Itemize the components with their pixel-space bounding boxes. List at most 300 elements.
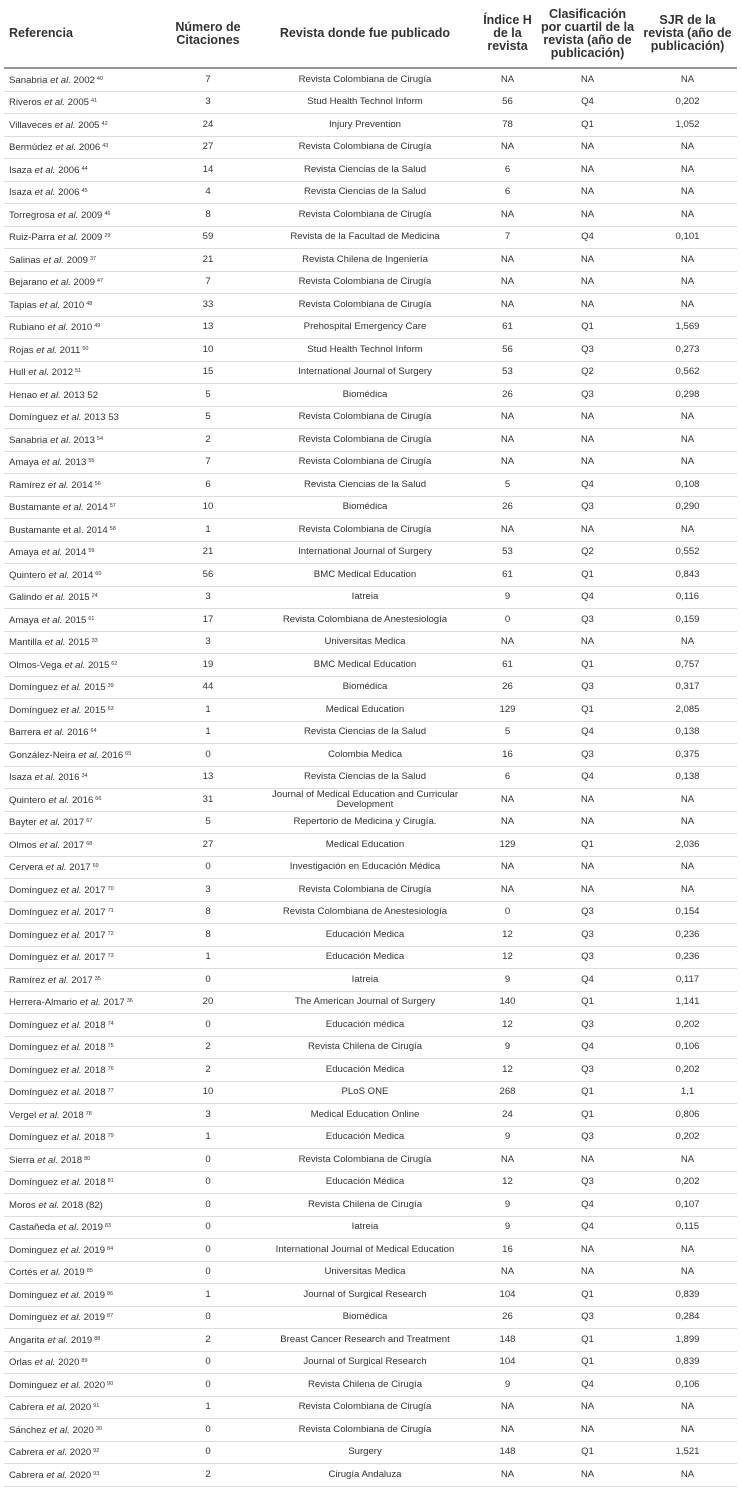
table-row bbox=[4, 1419, 737, 1442]
reference-et-al: et al. bbox=[41, 547, 63, 559]
reference-author: Cabrera bbox=[9, 1469, 47, 1481]
reference-year: 2018 bbox=[58, 1154, 83, 1166]
table-row bbox=[4, 68, 737, 91]
cell-reference bbox=[4, 1216, 164, 1239]
cell-citations: 5 bbox=[164, 406, 252, 429]
cell-sjr: 2,085 bbox=[638, 699, 737, 722]
reference-et-al: et al. bbox=[60, 704, 82, 716]
cell-quartile: Q1 bbox=[537, 1081, 638, 1104]
reference-author: Salinas bbox=[9, 254, 44, 266]
reference-author: Tapias bbox=[9, 299, 40, 311]
reference-et-al: et al. bbox=[39, 299, 61, 311]
cell-citations: 56 bbox=[164, 564, 252, 587]
reference-year: 2020 bbox=[67, 1402, 92, 1414]
table-row bbox=[4, 1014, 737, 1037]
reference-et-al: et al. bbox=[60, 929, 82, 941]
reference-et-al: et al. bbox=[28, 367, 50, 379]
cell-reference bbox=[4, 1306, 164, 1329]
reference-number: 80 bbox=[84, 1155, 91, 1162]
cell-sjr: 0,117 bbox=[638, 969, 737, 992]
cell-reference bbox=[4, 474, 164, 497]
cell-quartile: Q4 bbox=[537, 1194, 638, 1217]
cell-sjr: 0,115 bbox=[638, 1216, 737, 1239]
cell-quartile: Q3 bbox=[537, 384, 638, 407]
reference-author: Domínguez bbox=[9, 907, 61, 919]
reference-author: Isaza bbox=[9, 772, 35, 784]
header-sjr: SJR de la revista (año de publicación) bbox=[638, 0, 737, 68]
cell-journal: Universitas Medica bbox=[252, 631, 478, 654]
cell-sjr: NA bbox=[638, 294, 737, 317]
reference-author: Moros bbox=[9, 1199, 39, 1211]
reference-year: 2018 bbox=[59, 1109, 84, 1121]
cell-citations: 27 bbox=[164, 136, 252, 159]
cell-journal: Iatreia bbox=[252, 1216, 478, 1239]
cell-quartile: Q4 bbox=[537, 1216, 638, 1239]
table-row bbox=[4, 451, 737, 474]
cell-reference bbox=[4, 1036, 164, 1059]
reference-number: 73 bbox=[107, 953, 114, 960]
cell-journal: Revista Colombiana de Cirugía bbox=[252, 1396, 478, 1419]
cell-sjr: 1,521 bbox=[638, 1441, 737, 1464]
cell-citations: 14 bbox=[164, 159, 252, 182]
cell-journal: Revista Colombiana de Cirugía bbox=[252, 879, 478, 902]
cell-sjr: NA bbox=[638, 856, 737, 879]
cell-h-index: 61 bbox=[478, 654, 537, 677]
cell-citations: 20 bbox=[164, 991, 252, 1014]
table-row bbox=[4, 1081, 737, 1104]
table-row bbox=[4, 136, 737, 159]
cell-citations: 15 bbox=[164, 361, 252, 384]
cell-sjr: NA bbox=[638, 406, 737, 429]
cell-sjr: NA bbox=[638, 136, 737, 159]
table-row bbox=[4, 834, 737, 857]
cell-sjr: NA bbox=[638, 68, 737, 91]
reference-year: 2016 bbox=[69, 794, 94, 806]
reference-year: 2013 bbox=[62, 457, 87, 469]
reference-author: Galindo bbox=[9, 592, 45, 604]
cell-quartile: NA bbox=[537, 1419, 638, 1442]
cell-sjr: 0,839 bbox=[638, 1351, 737, 1374]
reference-number: 74 bbox=[107, 1020, 114, 1027]
cell-h-index: NA bbox=[478, 204, 537, 227]
reference-et-al: et al. bbox=[60, 1087, 82, 1099]
reference-number: 47 bbox=[96, 278, 104, 285]
cell-sjr: 1,569 bbox=[638, 316, 737, 339]
reference-number: 35 bbox=[94, 975, 101, 982]
cell-sjr: 0,757 bbox=[638, 654, 737, 677]
table-row bbox=[4, 1036, 737, 1059]
table-row bbox=[4, 676, 737, 699]
table-row bbox=[4, 654, 737, 677]
cell-reference bbox=[4, 1419, 164, 1442]
cell-citations: 0 bbox=[164, 1149, 252, 1172]
reference-number: 67 bbox=[86, 818, 93, 825]
cell-journal: Biomédica bbox=[252, 1306, 478, 1329]
cell-h-index: 6 bbox=[478, 181, 537, 204]
reference-et-al: et al. bbox=[60, 1042, 82, 1054]
cell-citations: 27 bbox=[164, 834, 252, 857]
cell-journal: Revista Colombiana de Cirugía bbox=[252, 68, 478, 91]
reference-author: Orlas bbox=[9, 1357, 35, 1369]
reference-number: 64 bbox=[90, 728, 97, 735]
reference-author: Amaya bbox=[9, 614, 42, 626]
reference-year: 2019 bbox=[60, 1267, 85, 1279]
cell-quartile: Q4 bbox=[537, 1374, 638, 1397]
cell-h-index: 24 bbox=[478, 1104, 537, 1127]
reference-author: González-Neira bbox=[9, 749, 79, 761]
reference-year: 2005 bbox=[75, 119, 100, 131]
cell-h-index: 12 bbox=[478, 924, 537, 947]
cell-h-index: NA bbox=[478, 249, 537, 272]
reference-author: Domínguez bbox=[9, 412, 61, 424]
cell-citations: 59 bbox=[164, 226, 252, 249]
reference-number: 44 bbox=[81, 165, 88, 172]
reference-author: Sánchez bbox=[9, 1424, 50, 1436]
cell-quartile: NA bbox=[537, 1464, 638, 1487]
cell-reference bbox=[4, 406, 164, 429]
cell-journal: Revista Ciencias de la Salud bbox=[252, 159, 478, 182]
cell-sjr: NA bbox=[638, 631, 737, 654]
table-row bbox=[4, 91, 737, 114]
reference-number: 30 bbox=[95, 1425, 102, 1432]
table-header bbox=[4, 0, 737, 68]
cell-journal: Revista Chilena de Ingeniería bbox=[252, 249, 478, 272]
cell-reference bbox=[4, 1239, 164, 1262]
reference-number: 46 bbox=[104, 210, 111, 217]
reference-year: 2015 bbox=[65, 637, 90, 649]
cell-reference bbox=[4, 496, 164, 519]
cell-sjr: 0,552 bbox=[638, 541, 737, 564]
reference-number: 40 bbox=[96, 75, 104, 82]
cell-citations: 1 bbox=[164, 699, 252, 722]
cell-reference bbox=[4, 204, 164, 227]
reference-number: 57 bbox=[109, 503, 116, 510]
cell-sjr: 0,273 bbox=[638, 339, 737, 362]
reference-year: 2009 bbox=[78, 209, 103, 221]
cell-h-index: NA bbox=[478, 271, 537, 294]
reference-year: 2015 bbox=[81, 704, 106, 716]
cell-journal: Revista Ciencias de la Salud bbox=[252, 181, 478, 204]
cell-reference bbox=[4, 249, 164, 272]
reference-et-al: et al. bbox=[78, 749, 100, 761]
cell-journal: Educación Medica bbox=[252, 924, 478, 947]
cell-h-index: 0 bbox=[478, 901, 537, 924]
cell-citations: 2 bbox=[164, 1059, 252, 1082]
cell-sjr: 0,159 bbox=[638, 609, 737, 632]
cell-quartile: NA bbox=[537, 136, 638, 159]
cell-reference bbox=[4, 699, 164, 722]
cell-h-index: 140 bbox=[478, 991, 537, 1014]
reference-et-al: et al. bbox=[36, 344, 58, 356]
reference-author: Bejarano bbox=[9, 277, 51, 289]
cell-sjr: 0,202 bbox=[638, 1171, 737, 1194]
cell-reference bbox=[4, 721, 164, 744]
cell-quartile: Q4 bbox=[537, 1036, 638, 1059]
cell-h-index: 104 bbox=[478, 1351, 537, 1374]
reference-et-al: et al. bbox=[60, 1312, 82, 1324]
reference-number: 48 bbox=[86, 300, 93, 307]
cell-quartile: Q3 bbox=[537, 1306, 638, 1329]
cell-citations: 0 bbox=[164, 1306, 252, 1329]
table-row bbox=[4, 406, 737, 429]
cell-journal: Prehospital Emergency Care bbox=[252, 316, 478, 339]
cell-citations: 0 bbox=[164, 969, 252, 992]
cell-h-index: 9 bbox=[478, 1216, 537, 1239]
cell-journal: Revista Colombiana de Cirugía bbox=[252, 271, 478, 294]
cell-reference bbox=[4, 384, 164, 407]
table-row bbox=[4, 1171, 737, 1194]
reference-year: 2015 bbox=[65, 592, 90, 604]
cell-quartile: NA bbox=[537, 1239, 638, 1262]
cell-journal: Biomédica bbox=[252, 384, 478, 407]
cell-journal: Revista Colombiana de Cirugía bbox=[252, 204, 478, 227]
cell-citations: 3 bbox=[164, 586, 252, 609]
cell-journal: Medical Education bbox=[252, 834, 478, 857]
reference-year: 2013 52 bbox=[60, 389, 99, 401]
cell-journal: BMC Medical Education bbox=[252, 564, 478, 587]
table-row bbox=[4, 1329, 737, 1352]
cell-quartile: NA bbox=[537, 879, 638, 902]
cell-quartile: Q1 bbox=[537, 1329, 638, 1352]
reference-author: Domínguez bbox=[9, 929, 61, 941]
cell-quartile: Q1 bbox=[537, 1104, 638, 1127]
cell-sjr: 0,562 bbox=[638, 361, 737, 384]
table-row bbox=[4, 766, 737, 789]
cell-journal: Journal of Medical Education and Curricular Development bbox=[252, 789, 478, 812]
cell-quartile: Q1 bbox=[537, 699, 638, 722]
cell-sjr: 0,839 bbox=[638, 1284, 737, 1307]
reference-year: 2017 bbox=[81, 907, 106, 919]
cell-h-index: 6 bbox=[478, 159, 537, 182]
reference-year: 2018 bbox=[81, 1042, 106, 1054]
reference-author: Domínguez bbox=[9, 1132, 61, 1144]
cell-sjr: 0,107 bbox=[638, 1194, 737, 1217]
table-row bbox=[4, 384, 737, 407]
cell-reference bbox=[4, 1059, 164, 1082]
cell-quartile: Q3 bbox=[537, 1126, 638, 1149]
cell-journal: Universitas Medica bbox=[252, 1261, 478, 1284]
cell-journal: Iatreia bbox=[252, 586, 478, 609]
cell-sjr: NA bbox=[638, 159, 737, 182]
cell-h-index: NA bbox=[478, 451, 537, 474]
cell-journal: Investigación en Educación Médica bbox=[252, 856, 478, 879]
reference-author: Vergel bbox=[9, 1109, 39, 1121]
reference-author: Hull bbox=[9, 367, 29, 379]
cell-reference bbox=[4, 631, 164, 654]
reference-et-al: et al. bbox=[58, 1222, 79, 1234]
cell-sjr: 0,236 bbox=[638, 924, 737, 947]
cell-journal: International Journal of Surgery bbox=[252, 541, 478, 564]
cell-journal: Colombia Medica bbox=[252, 744, 478, 767]
cell-sjr: NA bbox=[638, 1419, 737, 1442]
reference-number: 61 bbox=[88, 615, 95, 622]
cell-reference bbox=[4, 159, 164, 182]
cell-journal: Revista Ciencias de la Salud bbox=[252, 721, 478, 744]
cell-h-index: 6 bbox=[478, 766, 537, 789]
reference-et-al: et al. bbox=[45, 862, 67, 874]
table-row bbox=[4, 811, 737, 834]
reference-author: Olmos bbox=[9, 839, 40, 851]
reference-year: 2019 bbox=[78, 1222, 103, 1234]
reference-et-al: et al. bbox=[50, 277, 71, 289]
reference-year: 2015 bbox=[81, 682, 106, 694]
cell-citations: 21 bbox=[164, 541, 252, 564]
reference-et-al: et al. bbox=[46, 1469, 68, 1481]
reference-author: Rubiano bbox=[9, 322, 48, 334]
cell-quartile: Q3 bbox=[537, 496, 638, 519]
cell-h-index: 56 bbox=[478, 91, 537, 114]
reference-et-al: et al. bbox=[39, 839, 61, 851]
reference-number: 87 bbox=[107, 1313, 114, 1320]
reference-et-al: et al. bbox=[60, 682, 82, 694]
reference-author: Ramírez bbox=[9, 479, 48, 491]
reference-author: Sanabria bbox=[9, 74, 51, 86]
cell-reference bbox=[4, 1081, 164, 1104]
cell-citations: 3 bbox=[164, 91, 252, 114]
table-row bbox=[4, 969, 737, 992]
reference-number: 33 bbox=[91, 638, 98, 645]
reference-number: 56 bbox=[94, 480, 101, 487]
cell-sjr: NA bbox=[638, 1261, 737, 1284]
cell-citations: 13 bbox=[164, 316, 252, 339]
cell-quartile: NA bbox=[537, 1261, 638, 1284]
cell-reference bbox=[4, 1261, 164, 1284]
cell-citations: 21 bbox=[164, 249, 252, 272]
cell-quartile: NA bbox=[537, 519, 638, 542]
table-row bbox=[4, 226, 737, 249]
reference-year: 2019 bbox=[81, 1244, 106, 1256]
cell-sjr: NA bbox=[638, 789, 737, 812]
cell-quartile: Q4 bbox=[537, 721, 638, 744]
reference-number: 63 bbox=[107, 705, 114, 712]
cell-journal: Injury Prevention bbox=[252, 114, 478, 137]
cell-journal: PLoS ONE bbox=[252, 1081, 478, 1104]
cell-h-index: 26 bbox=[478, 676, 537, 699]
cell-h-index: 9 bbox=[478, 1194, 537, 1217]
cell-citations: 1 bbox=[164, 1126, 252, 1149]
reference-number: 51 bbox=[75, 368, 82, 375]
cell-reference bbox=[4, 1284, 164, 1307]
cell-h-index: NA bbox=[478, 1464, 537, 1487]
cell-reference bbox=[4, 766, 164, 789]
cell-h-index: 12 bbox=[478, 1059, 537, 1082]
cell-h-index: 61 bbox=[478, 316, 537, 339]
table-row bbox=[4, 1464, 737, 1487]
table-row bbox=[4, 699, 737, 722]
reference-number: 76 bbox=[107, 1065, 114, 1072]
table-row bbox=[4, 1239, 737, 1262]
cell-quartile: NA bbox=[537, 1149, 638, 1172]
reference-number: 68 bbox=[86, 840, 93, 847]
reference-et-al: et al. bbox=[57, 232, 79, 244]
cell-h-index: 9 bbox=[478, 586, 537, 609]
cell-sjr: 0,290 bbox=[638, 496, 737, 519]
reference-author: Domínguez bbox=[9, 1042, 61, 1054]
cell-sjr: NA bbox=[638, 451, 737, 474]
table-row bbox=[4, 1306, 737, 1329]
reference-year: 2006 bbox=[76, 142, 101, 154]
table-row bbox=[4, 879, 737, 902]
cell-h-index: NA bbox=[478, 406, 537, 429]
cell-quartile: NA bbox=[537, 249, 638, 272]
cell-sjr: NA bbox=[638, 1239, 737, 1262]
cell-journal: Revista Colombiana de Cirugía bbox=[252, 1149, 478, 1172]
reference-author: Quintero bbox=[9, 794, 49, 806]
cell-quartile: Q3 bbox=[537, 339, 638, 362]
reference-year: 2017 bbox=[60, 839, 85, 851]
reference-number: 72 bbox=[107, 930, 114, 937]
reference-author: Dominguez bbox=[9, 1289, 61, 1301]
reference-et-al: et al. bbox=[64, 659, 86, 671]
cell-h-index: 0 bbox=[478, 609, 537, 632]
cell-reference bbox=[4, 834, 164, 857]
cell-h-index: 129 bbox=[478, 699, 537, 722]
cell-reference bbox=[4, 924, 164, 947]
table-row bbox=[4, 271, 737, 294]
cell-citations: 0 bbox=[164, 1351, 252, 1374]
reference-author: Henao bbox=[9, 389, 40, 401]
table-row bbox=[4, 1149, 737, 1172]
reference-number: 60 bbox=[95, 570, 102, 577]
cell-journal: Cirugía Andaluza bbox=[252, 1464, 478, 1487]
cell-citations: 5 bbox=[164, 384, 252, 407]
cell-quartile: NA bbox=[537, 68, 638, 91]
cell-h-index: NA bbox=[478, 136, 537, 159]
reference-et-al: et al. bbox=[48, 794, 70, 806]
cell-h-index: 129 bbox=[478, 834, 537, 857]
cell-quartile: Q3 bbox=[537, 676, 638, 699]
reference-author: Bustamante bbox=[9, 502, 63, 514]
cell-reference bbox=[4, 294, 164, 317]
reference-author: Barrera bbox=[9, 727, 44, 739]
cell-citations: 31 bbox=[164, 789, 252, 812]
cell-citations: 2 bbox=[164, 1036, 252, 1059]
cell-journal: Revista Colombiana de Cirugía bbox=[252, 136, 478, 159]
reference-number: 89 bbox=[81, 1358, 88, 1365]
table-row bbox=[4, 1059, 737, 1082]
reference-year: 2020 bbox=[81, 1379, 106, 1391]
cell-sjr: 0,108 bbox=[638, 474, 737, 497]
reference-author: Ruiz-Parra bbox=[9, 232, 58, 244]
cell-journal: Revista Ciencias de la Salud bbox=[252, 474, 478, 497]
reference-number: 77 bbox=[107, 1088, 114, 1095]
header-referencia: Referencia bbox=[4, 0, 164, 68]
reference-et-al: et al. bbox=[54, 119, 76, 131]
reference-year: 2018 (82) bbox=[59, 1199, 103, 1211]
cell-sjr: NA bbox=[638, 811, 737, 834]
cell-reference bbox=[4, 1194, 164, 1217]
cell-quartile: Q2 bbox=[537, 541, 638, 564]
cell-h-index: NA bbox=[478, 856, 537, 879]
cell-reference bbox=[4, 879, 164, 902]
cell-sjr: NA bbox=[638, 519, 737, 542]
cell-quartile: NA bbox=[537, 811, 638, 834]
cell-h-index: 26 bbox=[478, 1306, 537, 1329]
cell-quartile: NA bbox=[537, 451, 638, 474]
cell-citations: 8 bbox=[164, 924, 252, 947]
cell-citations: 19 bbox=[164, 654, 252, 677]
header-cuartil: Clasificación por cuartil de la revista (año de publicación) bbox=[537, 0, 638, 68]
cell-h-index: 12 bbox=[478, 1014, 537, 1037]
cell-h-index: NA bbox=[478, 1149, 537, 1172]
reference-number: 42 bbox=[101, 120, 108, 127]
cell-quartile: Q4 bbox=[537, 969, 638, 992]
reference-et-al: et al. bbox=[38, 1109, 60, 1121]
reference-number: 81 bbox=[107, 1178, 114, 1185]
cell-sjr: 0,317 bbox=[638, 676, 737, 699]
table-row bbox=[4, 1216, 737, 1239]
reference-number: 41 bbox=[91, 98, 98, 105]
